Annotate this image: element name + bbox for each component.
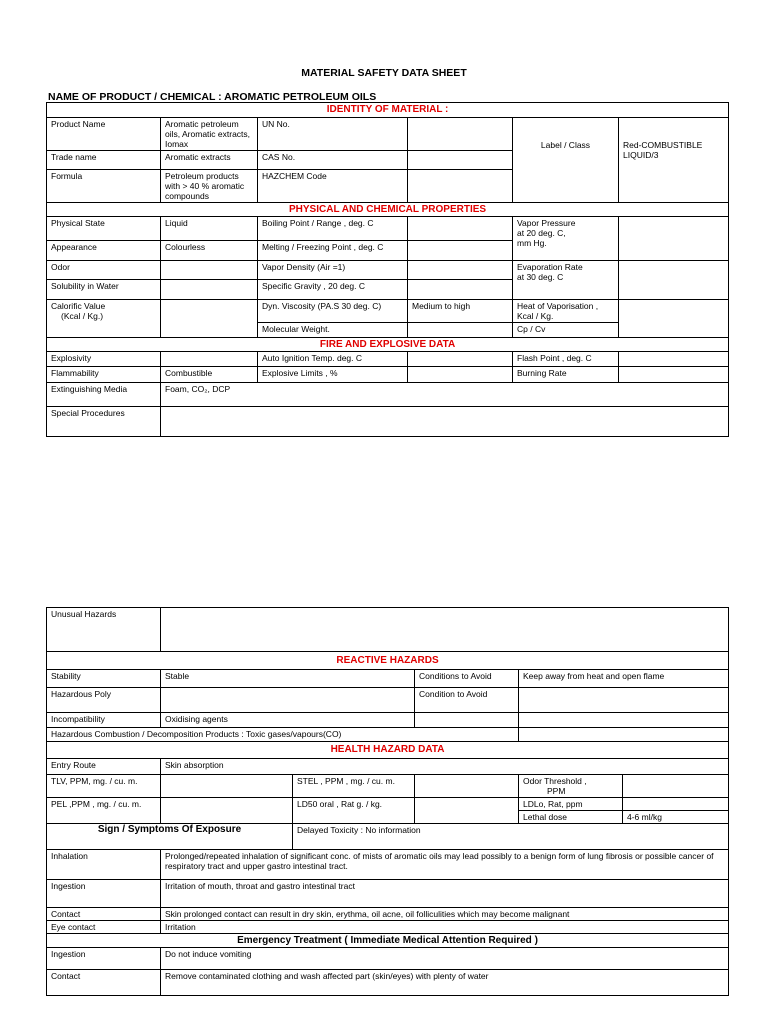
odor-threshold-value: [623, 775, 729, 798]
incompatibility-value: Oxidising agents: [161, 713, 415, 728]
explosivity-label: Explosivity: [47, 352, 161, 367]
melting-point-label: Melting / Freezing Point , deg. C: [258, 241, 408, 261]
vapor-pressure-line-2: at 20 deg. C,: [517, 228, 566, 238]
signs-symptoms-header: Sign / Symptoms Of Exposure: [47, 824, 293, 850]
cp-cv-label: Cp / Cv: [513, 323, 619, 338]
ldlo-label: LDLo, Rat, ppm: [519, 798, 623, 811]
evaporation-line-2: at 30 deg. C: [517, 272, 564, 282]
entry-route-label: Entry Route: [47, 759, 161, 775]
evaporation-rate-value: [619, 261, 729, 300]
evaporation-line-1: Evaporation Rate: [517, 262, 583, 272]
solubility-label: Solubility in Water: [47, 280, 161, 300]
special-procedures-label: Special Procedures: [47, 407, 161, 437]
inhalation-label: Inhalation: [47, 850, 161, 880]
em-contact-value: Remove contaminated clothing and wash affected part (skin/eyes) with plenty of water: [161, 970, 729, 996]
em-ingestion-value: Do not induce vomiting: [161, 948, 729, 970]
em-ingestion-label: Ingestion: [47, 948, 161, 970]
evaporation-rate-label: [513, 261, 619, 300]
odor-threshold-label: [519, 775, 623, 798]
combustion-products-value: [519, 728, 729, 742]
melting-point-value: [408, 241, 513, 261]
combustion-products: Hazardous Combustion / Decomposition Products : Toxic gases/vapours(CO): [47, 728, 519, 742]
fire-header: FIRE AND EXPLOSIVE DATA: [47, 338, 729, 352]
product-name-value: Aromatic petroleum oils, Aromatic extracts, Iomax: [161, 118, 258, 151]
emergency-header: Emergency Treatment ( Immediate Medical Attention Required ): [47, 934, 729, 948]
em-contact-label: Contact: [47, 970, 161, 996]
viscosity-label: Dyn. Viscosity (PA.S 30 deg. C): [258, 300, 408, 323]
flammability-value: Combustible: [161, 367, 258, 383]
condition-avoid-value: [519, 688, 729, 713]
explosivity-value: [161, 352, 258, 367]
explosive-limits-value: [408, 367, 513, 383]
appearance-label: Appearance: [47, 241, 161, 261]
incompatibility-extra: [415, 713, 519, 728]
calorific-line-1: Calorific Value: [51, 301, 106, 311]
solubility-value: [161, 280, 258, 300]
pel-value: [161, 798, 293, 824]
hazardous-poly-label: Hazardous Poly: [47, 688, 161, 713]
cas-number-value: [408, 151, 513, 170]
odor-threshold-line-2: PPM: [547, 786, 566, 796]
delayed-toxicity: Delayed Toxicity : No information: [293, 824, 729, 850]
msds-table-top: [46, 102, 729, 437]
stability-label: Stability: [47, 670, 161, 688]
extinguishing-media-value: Foam, CO₂, DCP: [161, 383, 729, 407]
specific-gravity-value: [408, 280, 513, 300]
physical-header: PHYSICAL AND CHEMICAL PROPERTIES: [47, 203, 729, 217]
stel-value: [415, 775, 519, 798]
condition-avoid-label: Condition to Avoid: [415, 688, 519, 713]
appearance-value: Colourless: [161, 241, 258, 261]
viscosity-value: Medium to high: [408, 300, 513, 323]
vapor-pressure-label: [513, 217, 619, 261]
vapor-pressure-value: [619, 217, 729, 261]
odor-threshold-line-1: Odor Threshold ,: [523, 776, 587, 786]
calorific-value-label: [47, 300, 161, 338]
un-number-label: UN No.: [258, 118, 408, 151]
auto-ignition-value: [408, 352, 513, 367]
product-name-label: Product Name: [47, 118, 161, 151]
un-number-value: [408, 118, 513, 151]
physical-state-value: Liquid: [161, 217, 258, 241]
boiling-point-label: Boiling Point / Range , deg. C: [258, 217, 408, 241]
flammability-label: Flammability: [47, 367, 161, 383]
heat-vaporisation-value: [619, 300, 729, 338]
pel-label: PEL ,PPM , mg. / cu. m.: [47, 798, 161, 824]
eye-contact-label: Eye contact: [47, 921, 161, 934]
vapor-pressure-line-1: Vapor Pressure: [517, 218, 576, 228]
odor-label: Odor: [47, 261, 161, 280]
ingestion-label: Ingestion: [47, 880, 161, 908]
incompatibility-label: Incompatibility: [47, 713, 161, 728]
auto-ignition-label: Auto Ignition Temp. deg. C: [258, 352, 408, 367]
extinguishing-media-label: Extinguishing Media: [47, 383, 161, 407]
flash-point-label: Flash Point , deg. C: [513, 352, 619, 367]
calorific-line-2: (Kcal / Kg.): [61, 311, 104, 321]
product-name-line: NAME OF PRODUCT / CHEMICAL : AROMATIC PETROLEUM OILS: [48, 91, 377, 103]
ld50-value: [415, 798, 519, 824]
msds-table-bottom: [46, 607, 729, 996]
contact-label: Contact: [47, 908, 161, 921]
specific-gravity-label: Specific Gravity , 20 deg. C: [258, 280, 408, 300]
stel-label: STEL , PPM , mg. / cu. m.: [293, 775, 415, 798]
vapor-density-label: Vapor Density (Air =1): [258, 261, 408, 280]
hazchem-value: [408, 170, 513, 203]
trade-name-label: Trade name: [47, 151, 161, 170]
ingestion-value: Irritation of mouth, throat and gastro intestinal tract: [161, 880, 729, 908]
molecular-weight-value: [408, 323, 513, 338]
burning-rate-value: [619, 367, 729, 383]
formula-label: Formula: [47, 170, 161, 203]
flash-point-value: [619, 352, 729, 367]
burning-rate-label: Burning Rate: [513, 367, 619, 383]
formula-value: Petroleum products with > 40 % aromatic compounds: [161, 170, 258, 203]
heat-vaporisation-label: [513, 300, 619, 323]
trade-name-value: Aromatic extracts: [161, 151, 258, 170]
identity-header: IDENTITY OF MATERIAL :: [47, 103, 729, 118]
stability-value: Stable: [161, 670, 415, 688]
conditions-avoid-value: Keep away from heat and open flame: [519, 670, 729, 688]
cas-number-label: CAS No.: [258, 151, 408, 170]
vapor-pressure-line-3: mm Hg.: [517, 238, 547, 248]
vapor-density-value: [408, 261, 513, 280]
eye-contact-value: Irritation: [161, 921, 729, 934]
label-class-label: Label / Class: [513, 118, 619, 203]
heat-vap-line-1: Heat of Vaporisation ,: [517, 301, 599, 311]
heat-vap-line-2: Kcal / Kg.: [517, 311, 554, 321]
reactive-header: REACTIVE HAZARDS: [47, 652, 729, 670]
lethal-dose-value: 4-6 ml/kg: [623, 811, 729, 824]
hazardous-poly-value: [161, 688, 415, 713]
physical-state-label: Physical State: [47, 217, 161, 241]
hazchem-label: HAZCHEM Code: [258, 170, 408, 203]
ldlo-value: [623, 798, 729, 811]
tlv-value: [161, 775, 293, 798]
boiling-point-value: [408, 217, 513, 241]
incompatibility-extra-value: [519, 713, 729, 728]
explosive-limits-label: Explosive Limits , %: [258, 367, 408, 383]
conditions-avoid-label: Conditions to Avoid: [415, 670, 519, 688]
contact-value: Skin prolonged contact can result in dry skin, erythma, oil acne, oil folliculities which may become malignant: [161, 908, 729, 921]
label-class-value: Red-COMBUSTIBLE LIQUID/3: [619, 118, 729, 203]
document-title: MATERIAL SAFETY DATA SHEET: [301, 67, 467, 79]
odor-value: [161, 261, 258, 280]
tlv-label: TLV, PPM, mg. / cu. m.: [47, 775, 161, 798]
entry-route-value: Skin absorption: [161, 759, 729, 775]
unusual-hazards-value: [161, 608, 729, 652]
health-header: HEALTH HAZARD DATA: [47, 742, 729, 759]
special-procedures-value: [161, 407, 729, 437]
calorific-value-value: [161, 300, 258, 338]
inhalation-value: Prolonged/repeated inhalation of significant conc. of mists of aromatic oils may lead possibly to a benign form of lung fibrosis or possible cancer of respiratory tract and upper gastro intestinal tract.: [161, 850, 729, 880]
ld50-label: LD50 oral , Rat g. / kg.: [293, 798, 415, 824]
unusual-hazards-label: Unusual Hazards: [47, 608, 161, 652]
lethal-dose-label: Lethal dose: [519, 811, 623, 824]
molecular-weight-label: Molecular Weight.: [258, 323, 408, 338]
